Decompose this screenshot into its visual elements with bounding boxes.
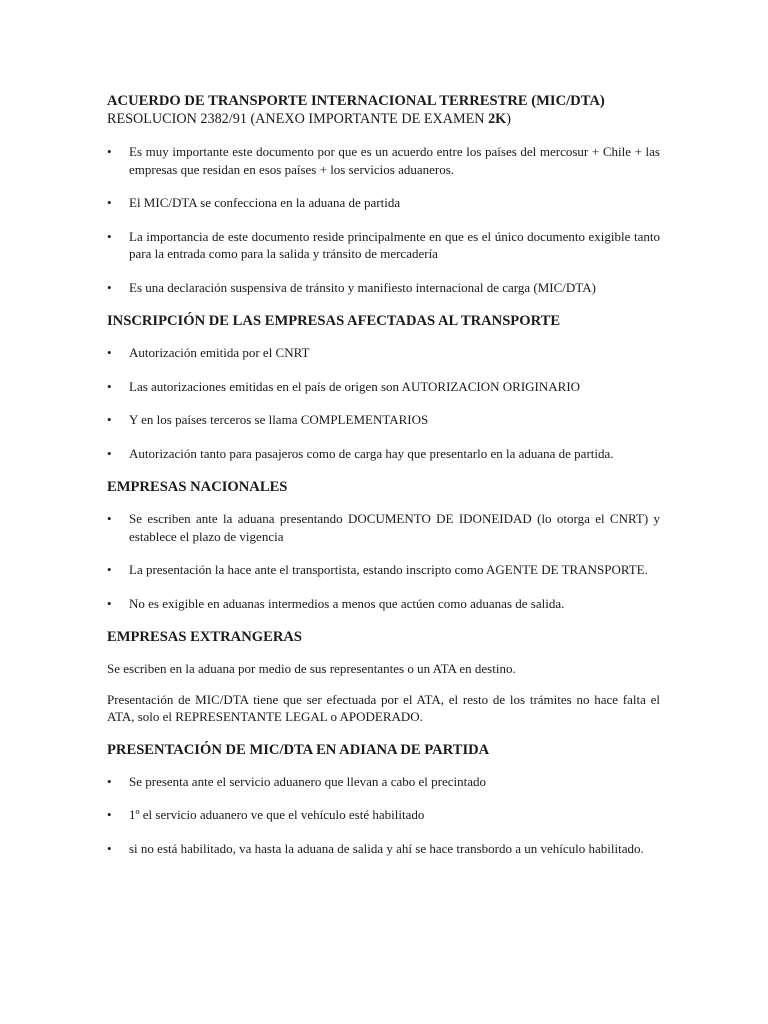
bullet-icon: • — [107, 279, 112, 295]
bullet-icon: • — [107, 378, 112, 394]
list-item-text: Y en los países terceros se llama COMPLEMENTARIOS — [129, 412, 429, 427]
nacionales-bullet-list — [107, 510, 660, 612]
bullet-icon: • — [107, 595, 112, 611]
bullet-icon: • — [107, 228, 112, 244]
list-item — [107, 510, 660, 545]
list-item-text: Se presenta ante el servicio aduanero que llevan a cabo el precintado — [129, 773, 486, 789]
list-item — [107, 445, 660, 463]
list-item — [107, 194, 660, 212]
list-item-text: Es una declaración suspensiva de tránsito y manifiesto internacional de carga (MIC/DTA) — [129, 279, 596, 295]
list-item — [107, 279, 660, 297]
paragraph-extranjeras-1: Se escriben en la aduana por medio de sus representantes o un ATA en destino. — [107, 661, 516, 676]
list-item — [107, 773, 660, 791]
list-item-text: No es exigible en aduanas intermedios a menos que actúen como aduanas de salida. — [129, 595, 565, 611]
list-item-text: El MIC/DTA se confecciona en la aduana de partida — [129, 195, 401, 210]
list-item — [107, 806, 660, 824]
list-item-text: 1º el servicio aduanero ve que el vehículo esté habilitado — [129, 807, 425, 822]
bullet-icon: • — [107, 511, 112, 526]
resolucion-suffix: ) — [506, 111, 511, 127]
document-title: ACUERDO DE TRANSPORTE INTERNACIONAL TERRESTRE (MIC/DTA) — [107, 93, 605, 109]
bullet-icon: • — [107, 345, 112, 360]
paragraph-extranjeras-2: Presentación de MIC/DTA tiene que ser efectuada por el ATA, el resto de los trámites no hace falta el ATA, solo el REPRESENTANTE LEGAL o APODERADO. — [107, 691, 660, 724]
list-item-text: Las autorizaciones emitidas en el país de origen son AUTORIZACION ORIGINARIO — [129, 378, 581, 394]
bullet-icon: • — [107, 412, 112, 427]
list-item — [107, 561, 660, 579]
list-item-text: Es muy importante este documento por que es un acuerdo entre los países del mercosur + Chile + las empresas que residan en esos países + los servicios aduaneros. — [129, 144, 660, 177]
list-item — [107, 595, 660, 613]
list-item-text: Autorización emitida por el CNRT — [129, 345, 310, 360]
list-item — [107, 840, 660, 858]
bullet-icon: • — [107, 195, 112, 210]
list-item-text: La importancia de este documento reside principalmente en que es el único documento exigible tanto para la entrada como para la salida y tránsito de mercadería — [129, 228, 660, 261]
list-item-text: La presentación la hace ante el transportista, estando inscripto como AGENTE DE TRANSPORTE. — [129, 562, 648, 577]
bullet-icon: • — [107, 840, 112, 856]
bullet-icon: • — [107, 773, 112, 789]
list-item-text: Se escriben ante la aduana presentando DOCUMENTO DE IDONEIDAD (lo otorga el CNRT) y establece el plazo de vigencia — [129, 511, 660, 544]
section-heading-nacionales: EMPRESAS NACIONALES — [107, 479, 288, 495]
section-heading-presentacion: PRESENTACIÓN DE MIC/DTA EN ADIANA DE PARTIDA — [107, 741, 490, 758]
section-heading-inscripcion: INSCRIPCIÓN DE LAS EMPRESAS AFECTADAS AL TRANSPORTE — [107, 313, 561, 329]
list-item — [107, 228, 660, 263]
list-item-text: si no está habilitado, va hasta la aduana de salida y ahí se hace transbordo a un vehículo habilitado. — [129, 840, 644, 856]
resolucion-prefix: RESOLUCION 2382/91 (ANEXO IMPORTANTE DE EXAMEN — [107, 111, 489, 127]
list-item — [107, 143, 660, 178]
presentacion-bullet-list — [107, 773, 660, 858]
list-item-text: Autorización tanto para pasajeros como de carga hay que presentarlo en la aduana de partida. — [129, 445, 614, 461]
bullet-icon: • — [107, 562, 112, 577]
document-page — [107, 92, 660, 873]
resolucion-bold: 2K — [488, 111, 507, 127]
section-heading-extranjeras: EMPRESAS EXTRANGERAS — [107, 629, 303, 645]
resolucion-line — [107, 110, 660, 128]
inscripcion-bullet-list — [107, 344, 660, 462]
list-item — [107, 411, 660, 429]
list-item — [107, 344, 660, 362]
bullet-icon: • — [107, 807, 112, 822]
bullet-icon: • — [107, 144, 112, 159]
intro-bullet-list — [107, 143, 660, 296]
list-item — [107, 378, 660, 396]
bullet-icon: • — [107, 445, 112, 461]
